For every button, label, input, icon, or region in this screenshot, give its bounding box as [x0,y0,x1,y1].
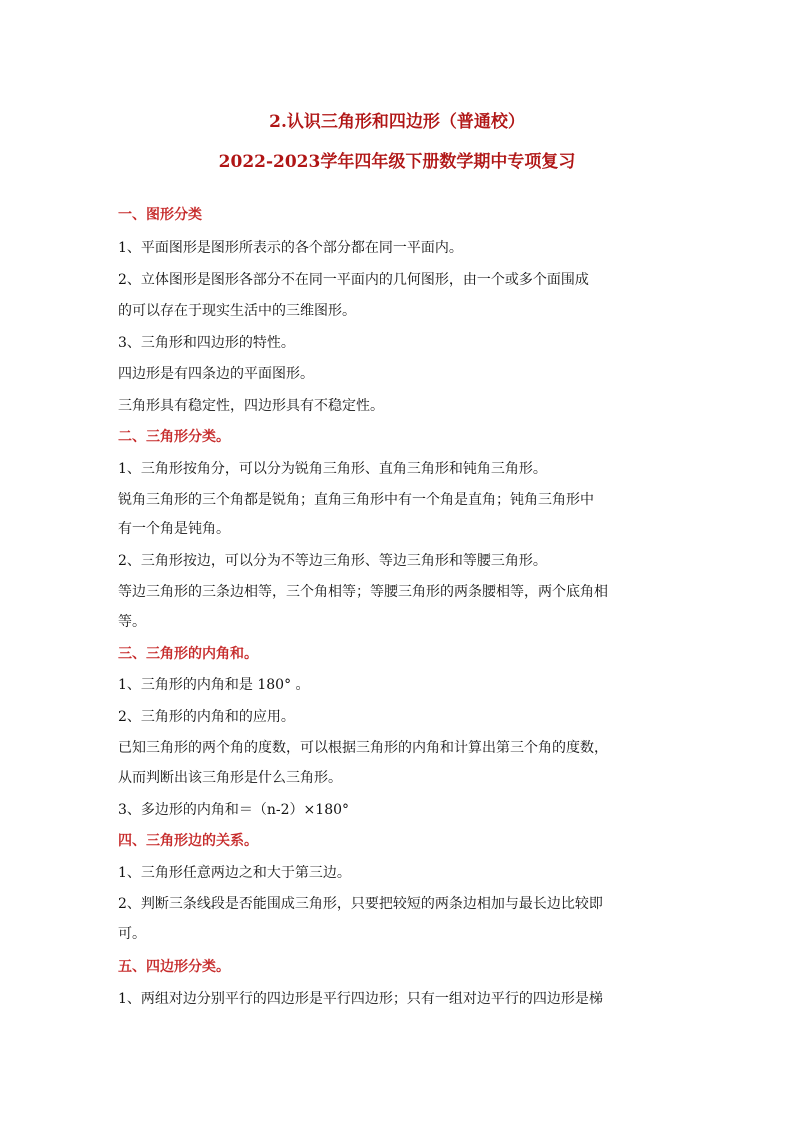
body-line: 1、三角形按角分，可以分为锐角三角形、直角三角形和钝角三角形。 [118,461,547,477]
body-line: 可。 [118,926,146,942]
body-line: 2、判断三条线段是否能围成三角形，只要把较短的两条边相加与最长边比较即 [118,896,603,912]
body-line: 2、三角形的内角和的应用。 [118,709,295,725]
section-heading: 三、三角形的内角和。 [118,646,258,662]
body-line: 2、立体图形是图形各部分不在同一平面内的几何图形，由一个或多个面围成 [118,272,589,288]
body-line: 从而判断出该三角形是什么三角形。 [118,770,342,786]
body-line: 已知三角形的两个角的度数，可以根据三角形的内角和计算出第三个角的度数， [118,740,608,756]
body-line: 1、两组对边分别平行的四边形是平行四边形；只有一组对边平行的四边形是梯 [118,991,603,1007]
body-line: 四边形是有四条边的平面图形。 [118,366,314,382]
section-heading: 一、图形分类 [118,207,202,223]
body-line: 1、三角形任意两边之和大于第三边。 [118,865,351,881]
section-heading: 四、三角形边的关系。 [118,833,258,849]
body-line: 1、平面图形是图形所表示的各个部分都在同一平面内。 [118,240,463,256]
document-title: 2.认识三角形和四边形（普通校） [269,112,525,132]
body-line: 1、三角形的内角和是 180° 。 [118,677,310,693]
body-line: 三角形具有稳定性，四边形具有不稳定性。 [118,398,384,414]
body-line: 2、三角形按边，可以分为不等边三角形、等边三角形和等腰三角形。 [118,553,547,569]
section-heading: 五、四边形分类。 [118,959,230,975]
document-subtitle: 2022-2023学年四年级下册数学期中专项复习 [218,152,576,172]
section-heading: 二、三角形分类。 [118,429,230,445]
body-line: 等边三角形的三条边相等，三个角相等；等腰三角形的两条腰相等，两个底角相 [118,584,608,600]
body-line: 锐角三角形的三个角都是锐角；直角三角形中有一个角是直角；钝角三角形中 [118,492,594,508]
body-line: 等。 [118,614,146,630]
body-line: 3、多边形的内角和＝（n-2）×180° [118,802,350,818]
body-line: 3、三角形和四边形的特性。 [118,335,295,351]
body-line: 有一个角是钝角。 [118,521,230,537]
body-line: 的可以存在于现实生活中的三维图形。 [118,303,356,319]
